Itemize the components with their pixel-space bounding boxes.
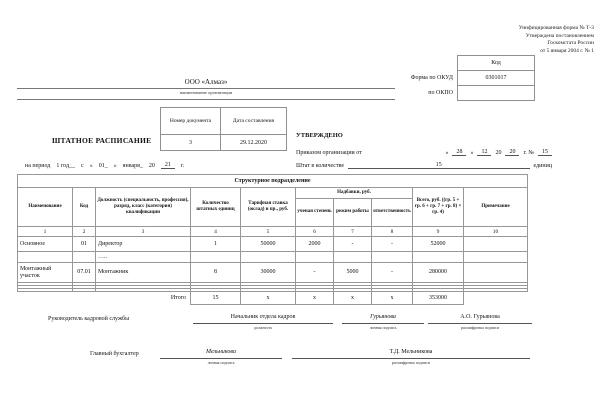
table-cell	[191, 252, 241, 263]
signature-field-transcript	[428, 314, 532, 330]
order-line	[296, 149, 552, 156]
table-cell: 1	[191, 237, 241, 252]
number-date-table	[160, 107, 287, 151]
table-cell: 07.01	[73, 263, 96, 283]
period-line	[25, 162, 184, 169]
col-header-note: Примечание	[464, 188, 528, 227]
quote-close: »	[113, 163, 117, 169]
total-label: Итого	[18, 292, 191, 305]
table-cell: …..	[96, 252, 191, 263]
signature-caption: расшифровка подписи	[391, 360, 431, 365]
order-tokens	[445, 149, 552, 156]
col-header-bonus-group: Надбавки, руб.	[296, 188, 413, 199]
table-cell: 50000	[241, 237, 296, 252]
order-month: 12	[477, 149, 491, 156]
col-header-bonus-schedule: режим работы	[334, 199, 372, 227]
order-day: 28	[452, 149, 466, 156]
signature-caption: расшифровка подписи	[460, 325, 500, 330]
organization-block	[17, 78, 395, 100]
table-cell	[464, 237, 528, 252]
col-header-code: Код	[73, 188, 96, 227]
col-header-rate: Тарифная ставка (оклад) и пр., руб.	[241, 188, 296, 227]
period-month: января_	[122, 163, 143, 169]
table-cell: -	[296, 263, 334, 283]
table-cell: Основное	[18, 237, 73, 252]
signature-role-hr-head: Руководитель кадровой службы	[48, 316, 130, 322]
order-number: 15	[538, 149, 552, 156]
staff-label: Штат в количестве	[296, 163, 345, 169]
col-number: 10	[464, 227, 528, 237]
organization-caption: наименование организации	[17, 89, 395, 100]
quote-open: «	[445, 150, 449, 156]
table-cell	[296, 252, 334, 263]
doc-number-value: 3	[161, 135, 221, 151]
period-year-prefix: 20	[148, 163, 155, 169]
signature-field-personal-sign	[342, 314, 424, 330]
table-row	[18, 263, 528, 283]
table-cell: 2000	[296, 237, 334, 252]
table-cell	[73, 252, 96, 263]
col-number: 6	[296, 227, 334, 237]
staff-value: 15	[348, 162, 529, 169]
table-cell	[372, 252, 413, 263]
staffing-table	[17, 174, 528, 305]
okud-label: Форма по ОКУД	[410, 75, 453, 81]
order-year-prefix: 20	[495, 150, 502, 156]
staff-units: единиц	[533, 163, 552, 169]
table-row	[18, 237, 528, 252]
table-cell: 280000	[413, 263, 464, 283]
period-year: 21	[161, 162, 175, 169]
order-label: Приказом организации от	[296, 150, 362, 156]
table-cell	[334, 252, 372, 263]
form-note-line: Унифицированная форма № Т-3	[518, 25, 594, 31]
signature-handwritten: Гурьянова	[342, 314, 424, 324]
signature-transcript-value: А.О. Гурьянова	[428, 314, 532, 324]
order-year: 20	[505, 149, 519, 156]
table-row	[18, 252, 528, 263]
col-number: 7	[334, 227, 372, 237]
table-cell: Директор	[96, 237, 191, 252]
col-header-bonus-degree: ученая степень	[296, 199, 334, 227]
table-cell: -	[372, 237, 413, 252]
quote-open: «	[89, 163, 93, 169]
col-header-total: Всего, руб. ((гр. 5 + гр. 6 + гр. 7 + гр. 8) × гр. 4)	[413, 188, 464, 227]
period-g: г.	[180, 163, 185, 169]
col-number: 8	[372, 227, 413, 237]
signature-caption: должность	[253, 325, 273, 330]
col-number: 9	[413, 227, 464, 237]
organization-name: ООО «Алмаз»	[17, 78, 395, 89]
table-cell: -	[334, 237, 372, 252]
table-cell: 5000	[334, 263, 372, 283]
signature-field-transcript	[292, 349, 530, 365]
table-section-header: Структурное подразделение	[18, 175, 528, 188]
col-header-count: Количество штатных единиц	[191, 188, 241, 227]
form-regulation-note	[519, 25, 594, 55]
col-header-bonus-responsibility: ответственность	[372, 199, 413, 227]
doc-date-value: 29.12.2020	[221, 135, 287, 151]
col-number: 5	[241, 227, 296, 237]
form-note-line: от 5 января 2004 г. № 1	[540, 47, 594, 54]
okud-value: 0301017	[458, 71, 535, 86]
signature-handwritten: Мельникова	[160, 349, 282, 359]
table-cell	[413, 252, 464, 263]
table-cell	[464, 263, 528, 283]
signature-transcript-value: Т.Д. Мельникова	[292, 349, 530, 359]
okpo-value	[458, 86, 535, 101]
period-s: с	[81, 163, 84, 169]
table-cell: -	[372, 263, 413, 283]
period-duration: 1 год__	[56, 163, 76, 169]
table-cell: Монтажник	[96, 263, 191, 283]
code-box-spacer	[360, 56, 458, 71]
signature-caption: личная подпись	[207, 360, 235, 365]
col-number: 2	[73, 227, 96, 237]
okpo-label: по ОКПО	[428, 90, 453, 96]
table-cell	[464, 252, 528, 263]
period-label: на период	[25, 163, 51, 169]
signature-position-value: Начальник отдела кадров	[193, 314, 333, 324]
table-cell: 01	[73, 237, 96, 252]
code-header: Код	[458, 56, 535, 71]
total-cell: х	[334, 292, 372, 305]
signature-field-personal-sign	[160, 349, 282, 365]
doc-number-label: Номер документа	[161, 108, 221, 135]
total-cell: х	[296, 292, 334, 305]
signature-field-position	[193, 314, 333, 330]
order-g: г. №	[523, 150, 534, 156]
form-note-line: Госкомстата России	[547, 40, 594, 46]
table-total-row	[18, 292, 528, 305]
table-cell	[18, 252, 73, 263]
col-header-position: Должность (специальность, профессия), разряд, класс (категория) квалификации	[96, 188, 191, 227]
document-title: ШТАТНОЕ РАСПИСАНИЕ	[52, 136, 152, 145]
col-number: 3	[96, 227, 191, 237]
total-cell: 353000	[413, 292, 464, 305]
signature-role-chief-accountant: Главный бухгалтер	[90, 351, 139, 357]
total-cell: х	[241, 292, 296, 305]
table-cell: Монтажный участок	[18, 263, 73, 283]
total-cell-empty	[464, 292, 528, 305]
total-cell: 15	[191, 292, 241, 305]
total-cell: х	[372, 292, 413, 305]
col-number: 4	[191, 227, 241, 237]
table-cell: 8	[191, 263, 241, 283]
doc-date-label: Дата составления	[221, 108, 287, 135]
table-cell: 30000	[241, 263, 296, 283]
col-number: 1	[18, 227, 73, 237]
staff-count-line	[296, 162, 552, 169]
form-note-line: Утверждена постановлением	[525, 32, 594, 39]
table-cell	[241, 252, 296, 263]
quote-close: »	[470, 150, 474, 156]
period-day: 01_	[98, 163, 108, 169]
approved-heading: УТВЕРЖДЕНО	[296, 132, 343, 139]
signature-caption: личная подпись	[369, 325, 397, 330]
table-cell: 52000	[413, 237, 464, 252]
col-header-name: Наименование	[18, 188, 73, 227]
